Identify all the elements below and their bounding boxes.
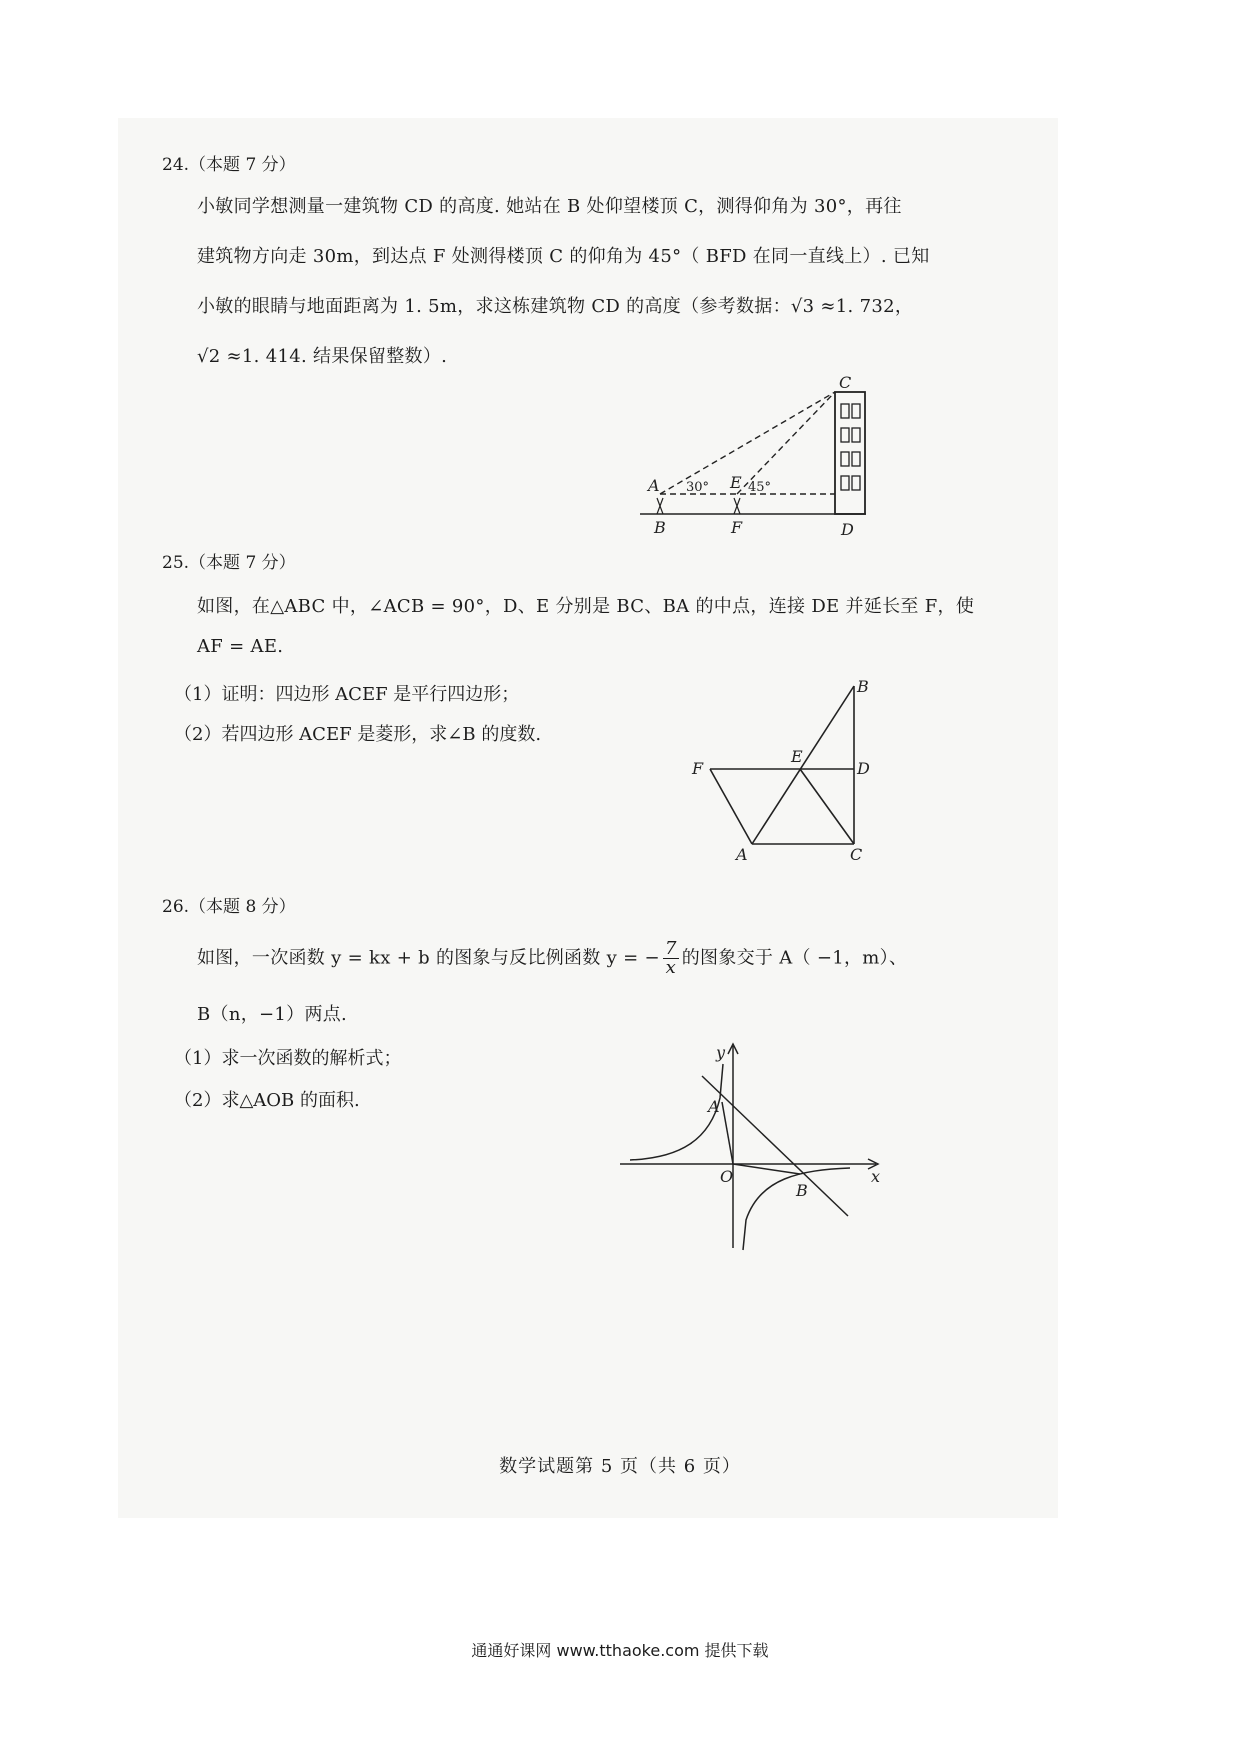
segment-OB bbox=[733, 1164, 800, 1174]
q24-heading: 24.（本题 7 分） bbox=[162, 155, 296, 175]
sight-line-30 bbox=[660, 392, 835, 494]
label-A: A bbox=[736, 845, 748, 864]
q26-heading: 26.（本题 8 分） bbox=[162, 897, 296, 917]
label-y: y bbox=[716, 1043, 726, 1062]
building-windows bbox=[841, 404, 860, 490]
q26-line-2: B（n，−1）两点. bbox=[197, 1004, 348, 1025]
q24-line-1: 小敏同学想测量一建筑物 CD 的高度. 她站在 B 处仰望楼顶 C，测得仰角为 30°，再往 bbox=[197, 196, 902, 217]
label-B: B bbox=[796, 1181, 808, 1200]
download-credit: 通通好课网 www.tthaoke.com 提供下载 bbox=[471, 1641, 769, 1660]
linear-function-line bbox=[702, 1076, 848, 1216]
label-C: C bbox=[850, 845, 863, 864]
q25-heading: 25.（本题 7 分） bbox=[162, 553, 296, 573]
label-O: O bbox=[720, 1167, 734, 1186]
q26-part-1: （1）求一次函数的解析式； bbox=[174, 1048, 402, 1069]
label-A: A bbox=[708, 1097, 720, 1116]
label-B: B bbox=[654, 518, 666, 537]
label-F: F bbox=[731, 518, 743, 537]
q26-line-1 bbox=[197, 940, 907, 977]
label-F: F bbox=[692, 759, 704, 778]
label-E: E bbox=[791, 747, 803, 766]
label-D: D bbox=[841, 520, 854, 539]
sight-line-45 bbox=[737, 392, 835, 494]
q25-figure bbox=[690, 672, 890, 872]
fraction-7-over-x bbox=[663, 940, 679, 977]
label-A: A bbox=[648, 476, 660, 495]
q26-figure bbox=[610, 1040, 890, 1260]
q25-part-1: （1）证明：四边形 ACEF 是平行四边形； bbox=[174, 684, 520, 705]
scanned-page bbox=[118, 118, 1058, 1518]
segment-FA bbox=[710, 769, 752, 844]
label-E: E bbox=[730, 473, 742, 492]
person-f bbox=[734, 498, 740, 514]
page-footer: 数学试题第 5 页（共 6 页） bbox=[499, 1456, 741, 1477]
frac-num: 7 bbox=[664, 938, 677, 959]
q25-line-2: AF = AE. bbox=[197, 636, 284, 657]
q26-part-2: （2）求△AOB 的面积. bbox=[174, 1090, 360, 1111]
segment-EC bbox=[800, 769, 854, 844]
segment-BA bbox=[752, 686, 854, 844]
q24-line-3: 小敏的眼睛与地面距离为 1. 5m，求这栋建筑物 CD 的高度（参考数据：√3 ≈1. 732， bbox=[197, 296, 914, 317]
label-D: D bbox=[857, 759, 870, 778]
segment-OA bbox=[722, 1102, 733, 1164]
label-B: B bbox=[857, 677, 869, 696]
frac-den: x bbox=[665, 957, 677, 978]
q24-line-4: √2 ≈1. 414. 结果保留整数）. bbox=[197, 346, 448, 367]
label-x: x bbox=[871, 1167, 881, 1186]
label-C: C bbox=[839, 373, 852, 392]
q24-line-2: 建筑物方向走 30m，到达点 F 处测得楼顶 C 的仰角为 45°（ BFD 在同一直线上）. 已知 bbox=[197, 246, 930, 267]
q26-line-1-a: 如图，一次函数 y = kx + b 的图象与反比例函数 y = − bbox=[197, 947, 660, 969]
q25-line-1: 如图，在△ABC 中，∠ACB = 90°，D、E 分别是 BC、BA 的中点，连接 DE 并延长至 F，使 bbox=[197, 596, 975, 617]
q25-part-2: （2）若四边形 ACEF 是菱形，求∠B 的度数. bbox=[174, 724, 542, 745]
q24-figure bbox=[630, 370, 890, 540]
q26-line-1-b: 的图象交于 A（ −1，m）、 bbox=[681, 947, 908, 969]
angle-30-label: 30° bbox=[686, 480, 710, 495]
person-b bbox=[657, 498, 663, 514]
angle-45-label: 45° bbox=[748, 480, 772, 495]
